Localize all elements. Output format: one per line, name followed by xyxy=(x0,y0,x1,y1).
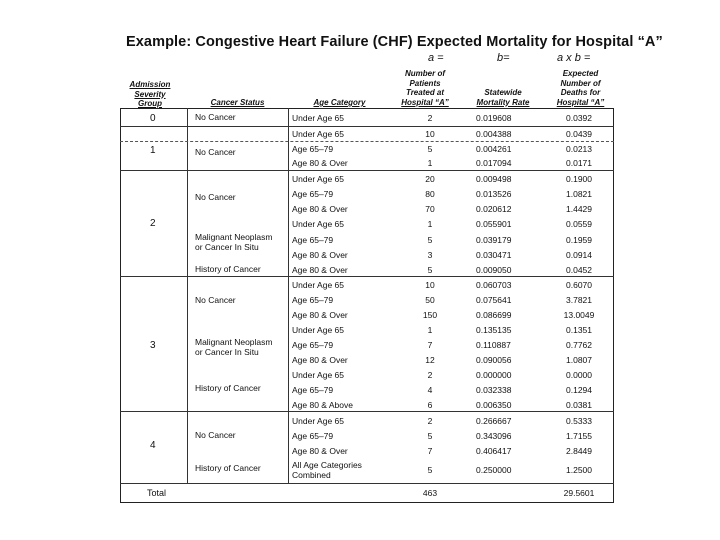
mortality-rate: 0.030471 xyxy=(476,250,512,260)
expected-deaths: 0.0439 xyxy=(566,129,592,139)
group-separator xyxy=(120,170,614,171)
expected-deaths: 1.0821 xyxy=(566,189,592,199)
header-severity: Admission Severity Group xyxy=(129,80,171,108)
age-category: Age 65–79 xyxy=(292,144,334,154)
patients-count: 5 xyxy=(427,431,433,441)
mortality-rate: 0.004388 xyxy=(476,129,512,139)
mortality-rate: 0.013526 xyxy=(476,189,512,199)
age-category: Under Age 65 xyxy=(292,174,344,184)
expected-deaths: 0.0392 xyxy=(566,113,592,123)
cancer-status: No Cancer xyxy=(195,430,236,440)
patients-count: 70 xyxy=(425,204,435,214)
expected-deaths: 0.0171 xyxy=(566,158,592,168)
expected-deaths: 0.1900 xyxy=(566,174,592,184)
mortality-rate: 0.006350 xyxy=(476,400,512,410)
mortality-rate: 0.343096 xyxy=(476,431,512,441)
mortality-rate: 0.086699 xyxy=(476,310,512,320)
patients-count: 80 xyxy=(425,189,435,199)
group-separator xyxy=(120,276,614,277)
total-patients: 463 xyxy=(422,488,438,498)
expected-deaths: 1.0807 xyxy=(566,355,592,365)
expected-deaths: 1.7155 xyxy=(566,431,592,441)
age-category: Under Age 65 xyxy=(292,113,344,123)
patients-count: 2 xyxy=(427,370,433,380)
patients-count: 4 xyxy=(427,385,433,395)
cancer-status: No Cancer xyxy=(195,147,236,157)
patients-count: 6 xyxy=(427,400,433,410)
patients-count: 2 xyxy=(427,113,433,123)
age-category: Age 80 & Over xyxy=(292,446,348,456)
mortality-rate: 0.019608 xyxy=(476,113,512,123)
patients-count: 12 xyxy=(425,355,435,365)
severity-group: 1 xyxy=(150,145,156,156)
expected-deaths: 3.7821 xyxy=(566,295,592,305)
header-age-category: Age Category xyxy=(313,98,366,107)
header-patients: Number of Patients Treated at Hospital “A” xyxy=(401,69,449,107)
expected-deaths: 0.0452 xyxy=(566,265,592,275)
total-label: Total xyxy=(147,488,167,498)
cancer-status: No Cancer xyxy=(195,192,236,202)
page-title: Example: Congestive Heart Failure (CHF) Expected Mortality for Hospital “A” xyxy=(126,34,663,50)
expected-deaths: 0.1294 xyxy=(566,385,592,395)
expected-deaths: 0.1959 xyxy=(566,235,592,245)
age-category: Age 80 & Over xyxy=(292,310,348,320)
age-category: Age 65–79 xyxy=(292,235,334,245)
cancer-status: No Cancer xyxy=(195,112,236,122)
expected-deaths: 0.0381 xyxy=(566,400,592,410)
patients-count: 10 xyxy=(425,129,435,139)
cancer-status: History of Cancer xyxy=(195,463,261,473)
mortality-rate: 0.406417 xyxy=(476,446,512,456)
mortality-rate: 0.266667 xyxy=(476,416,512,426)
expected-deaths: 0.0213 xyxy=(566,144,592,154)
cancer-status: Malignant Neoplasm or Cancer In Situ xyxy=(195,232,273,252)
expected-deaths: 1.2500 xyxy=(566,465,592,475)
header-cancer-status: Cancer Status xyxy=(210,98,265,107)
cancer-status: No Cancer xyxy=(195,295,236,305)
age-category: Age 65–79 xyxy=(292,189,334,199)
age-category: Under Age 65 xyxy=(292,370,344,380)
group-separator xyxy=(120,411,614,412)
patients-count: 5 xyxy=(427,144,433,154)
patients-count: 5 xyxy=(427,465,433,475)
patients-count: 150 xyxy=(422,310,438,320)
mortality-rate: 0.055901 xyxy=(476,219,512,229)
severity-group: 3 xyxy=(150,340,156,351)
expected-deaths: 0.1351 xyxy=(566,325,592,335)
patients-count: 3 xyxy=(427,250,433,260)
total-deaths: 29.5601 xyxy=(563,488,595,498)
age-category: Age 80 & Over xyxy=(292,204,348,214)
age-category: Age 65–79 xyxy=(292,340,334,350)
patients-count: 20 xyxy=(425,174,435,184)
age-category: All Age Categories Combined xyxy=(292,460,362,480)
age-category: Age 65–79 xyxy=(292,431,334,441)
age-category: Age 80 & Over xyxy=(292,265,348,275)
age-category: Age 80 & Over xyxy=(292,158,348,168)
severity-group: 4 xyxy=(150,440,156,451)
mortality-rate: 0.110887 xyxy=(476,340,511,350)
age-category: Under Age 65 xyxy=(292,280,344,290)
mortality-rate: 0.020612 xyxy=(476,204,512,214)
marker-a: a = xyxy=(428,52,444,64)
mortality-rate: 0.009498 xyxy=(476,174,512,184)
marker-axb: a x b = xyxy=(557,52,591,64)
mortality-rate: 0.090056 xyxy=(476,355,512,365)
age-category: Age 65–79 xyxy=(292,295,334,305)
expected-deaths: 0.0000 xyxy=(566,370,592,380)
mortality-rate: 0.017094 xyxy=(476,158,512,168)
mortality-rate: 0.039179 xyxy=(476,235,512,245)
age-category: Age 80 & Over xyxy=(292,355,348,365)
age-category: Age 80 & Over xyxy=(292,250,348,260)
cancer-status: History of Cancer xyxy=(195,383,261,393)
severity-group: 2 xyxy=(150,218,156,229)
mortality-rate: 0.075641 xyxy=(476,295,512,305)
age-category: Under Age 65 xyxy=(292,219,344,229)
mortality-rate: 0.000000 xyxy=(476,370,512,380)
expected-deaths: 0.6070 xyxy=(566,280,592,290)
marker-b: b= xyxy=(497,52,510,64)
patients-count: 1 xyxy=(427,325,433,335)
patients-count: 5 xyxy=(427,265,433,275)
patients-count: 5 xyxy=(427,235,433,245)
mortality-rate: 0.032338 xyxy=(476,385,512,395)
patients-count: 1 xyxy=(427,219,433,229)
mortality-rate: 0.250000 xyxy=(476,465,512,475)
age-category: Age 80 & Above xyxy=(292,400,353,410)
patients-count: 7 xyxy=(427,446,433,456)
severity-group: 0 xyxy=(150,113,156,124)
expected-deaths: 0.0914 xyxy=(566,250,592,260)
expected-deaths: 13.0049 xyxy=(563,310,595,320)
patients-count: 1 xyxy=(427,158,433,168)
patients-count: 10 xyxy=(425,280,435,290)
expected-deaths: 0.5333 xyxy=(566,416,592,426)
header-rate: Statewide Mortality Rate xyxy=(476,88,530,107)
patients-count: 7 xyxy=(427,340,433,350)
total-separator xyxy=(120,483,614,484)
age-category: Age 65–79 xyxy=(292,385,334,395)
table-frame xyxy=(120,108,614,503)
group-separator xyxy=(120,141,614,142)
age-category: Under Age 65 xyxy=(292,129,344,139)
mortality-rate: 0.009050 xyxy=(476,265,512,275)
mortality-rate: 0.135135 xyxy=(476,325,512,335)
mortality-rate: 0.060703 xyxy=(476,280,512,290)
mortality-rate: 0.004261 xyxy=(476,144,512,154)
expected-deaths: 0.0559 xyxy=(566,219,592,229)
patients-count: 2 xyxy=(427,416,433,426)
age-category: Under Age 65 xyxy=(292,416,344,426)
cancer-status: History of Cancer xyxy=(195,264,261,274)
expected-deaths: 2.8449 xyxy=(566,446,592,456)
cancer-status: Malignant Neoplasm or Cancer In Situ xyxy=(195,337,273,357)
patients-count: 50 xyxy=(425,295,435,305)
group-separator xyxy=(120,126,614,127)
age-category: Under Age 65 xyxy=(292,325,344,335)
header-deaths: Expected Number of Deaths for Hospital “A” xyxy=(556,69,605,107)
expected-deaths: 1.4429 xyxy=(566,204,592,214)
expected-deaths: 0.7762 xyxy=(566,340,592,350)
